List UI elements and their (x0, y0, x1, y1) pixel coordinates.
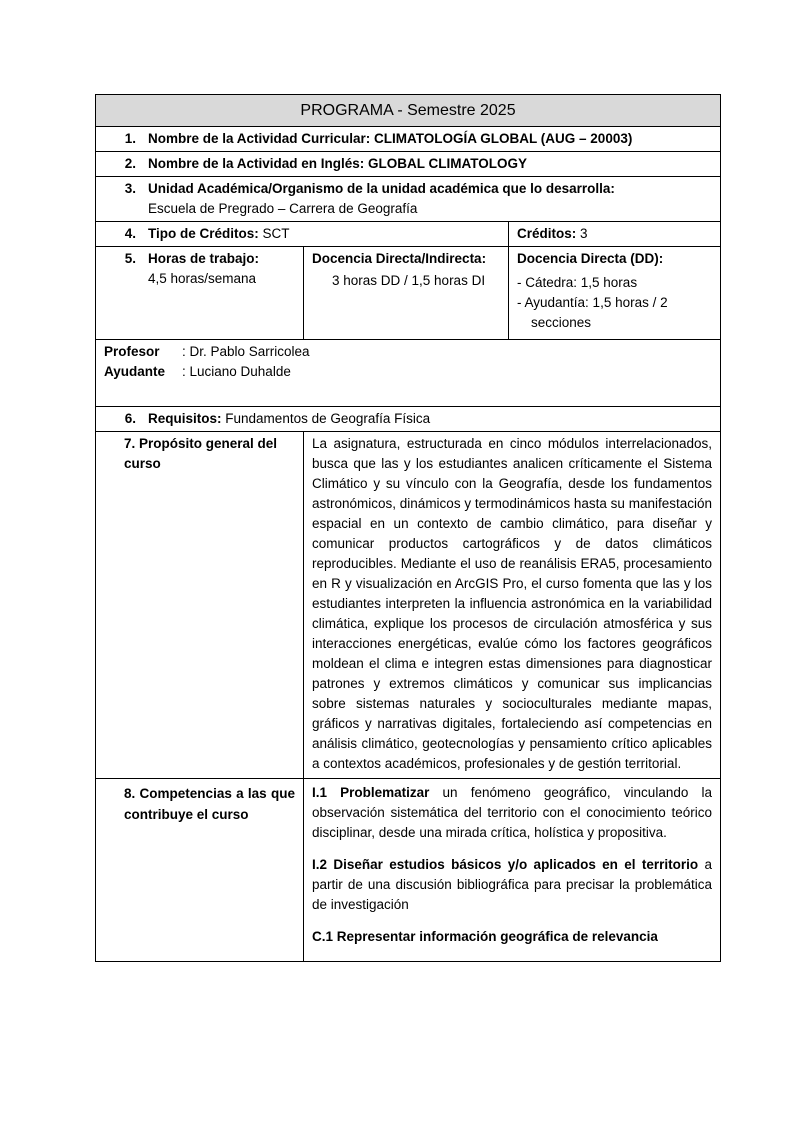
item-4-number: 4. (124, 226, 136, 241)
professor-value: : Dr. Pablo Sarricolea (182, 344, 310, 359)
professor-label: Profesor (104, 344, 160, 359)
item-3-row (96, 177, 721, 222)
dd-item-catedra: - Cátedra: 1,5 horas (517, 275, 638, 290)
item-6-label: Requisitos: (148, 411, 222, 426)
item-2-row (96, 152, 721, 177)
dd-list (517, 273, 712, 333)
item-4-row (96, 222, 509, 247)
dd-di-cell (304, 247, 509, 340)
assistant-label: Ayudante (104, 364, 166, 379)
competency-2 (312, 855, 712, 915)
item-1-row (96, 127, 721, 152)
page-title: PROGRAMA - Semestre 2025 (96, 95, 721, 127)
item-6-number: 6. (124, 411, 136, 426)
competency-2-title: I.2 Diseñar estudios básicos y/o aplicados en el territorio (312, 857, 699, 872)
item-5-label: Horas de trabajo: (148, 251, 260, 266)
item-3-label: Unidad Académica/Organismo de la unidad académica que lo desarrolla: (148, 181, 615, 196)
competencies-cell (304, 779, 721, 962)
professor-line (104, 342, 712, 362)
item-3-value: Escuela de Pregrado – Carrera de Geografía (148, 201, 418, 216)
staff-row (96, 340, 721, 407)
item-2-label: Nombre de la Actividad en Inglés: GLOBAL CLIMATOLOGY (148, 156, 528, 171)
credits-value: 3 (580, 226, 588, 241)
dd-di-value: 3 horas DD / 1,5 horas DI (332, 273, 486, 288)
competency-3-title: C.1 Representar información geográfica de relevancia (312, 929, 658, 944)
credits-cell (509, 222, 721, 247)
assistant-value: : Luciano Duhalde (182, 364, 291, 379)
competencies-label: 8. Competencias a las que contribuye el curso (96, 779, 304, 962)
program-document (95, 94, 720, 962)
item-4-value: SCT (262, 226, 290, 241)
competency-3 (312, 927, 712, 947)
competency-2-text: a partir de una discusión bibliográfica para precisar la problemática de investigación (312, 857, 712, 912)
dd-item-ayudantia: - Ayudantía: 1,5 horas / 2 secciones (517, 295, 668, 330)
item-6-value: Fundamentos de Geografía Física (225, 411, 431, 426)
dd-cell (509, 247, 721, 340)
item-4-label: Tipo de Créditos: (148, 226, 259, 241)
item-1-label: Nombre de la Actividad Curricular: CLIMATOLOGÍA GLOBAL (AUG – 20003) (148, 131, 633, 146)
competency-1-title: I.1 Problematizar (312, 785, 430, 800)
assistant-line (104, 362, 712, 382)
competency-1 (312, 783, 712, 843)
dd-di-label: Docencia Directa/Indirecta: (312, 251, 487, 266)
dd-label: Docencia Directa (DD): (517, 251, 664, 266)
credits-label: Créditos: (517, 226, 577, 241)
item-3-number: 3. (124, 181, 136, 196)
item-1-number: 1. (124, 131, 136, 146)
purpose-text: La asignatura, estructurada en cinco módulos interrelacionados, busca que las y los estudiantes analicen críticamente el Sistema Climático y su vínculo con la Geografía, desde los fundamentos astronómicos, dinámicos y termodinámicos hasta su manifestación espacial en un contexto de cambio climático, para diseñar y comunicar productos cartográficos y de datos climáticos reproducibles. Mediante el uso de reanálisis ERA5, procesamiento en R y visualización en ArcGIS Pro, el curso fomenta que las y los estudiantes interpreten la influencia astronómica en la variabilidad climática, explique los procesos de circulación atmosférica y sus interacciones energéticas, evalúe cómo los factores geográficos moldean el clima e integren estas dimensiones para diagnosticar patrones y extremos climáticos y comunicar sus implicancias sobre sistemas naturales y socioculturales mediante mapas, gráficos y narrativas digitales, fortaleciendo así competencias en análisis climático, geotecnologías y pensamiento crítico aplicables a contextos académicos, profesionales y de gestión territorial. (304, 432, 721, 779)
program-table (95, 94, 721, 962)
competency-1-text: un fenómeno geográfico, vinculando la observación sistemática del territorio con el conocimiento teórico disciplinar, desde una mirada crítica, holística y propositiva. (312, 785, 712, 840)
item-5-cell (96, 247, 304, 340)
item-2-number: 2. (124, 156, 136, 171)
item-6-row (96, 407, 721, 432)
item-5-number: 5. (124, 251, 136, 266)
purpose-label: 7. Propósito general del curso (96, 432, 304, 779)
item-5-value: 4,5 horas/semana (148, 271, 257, 286)
